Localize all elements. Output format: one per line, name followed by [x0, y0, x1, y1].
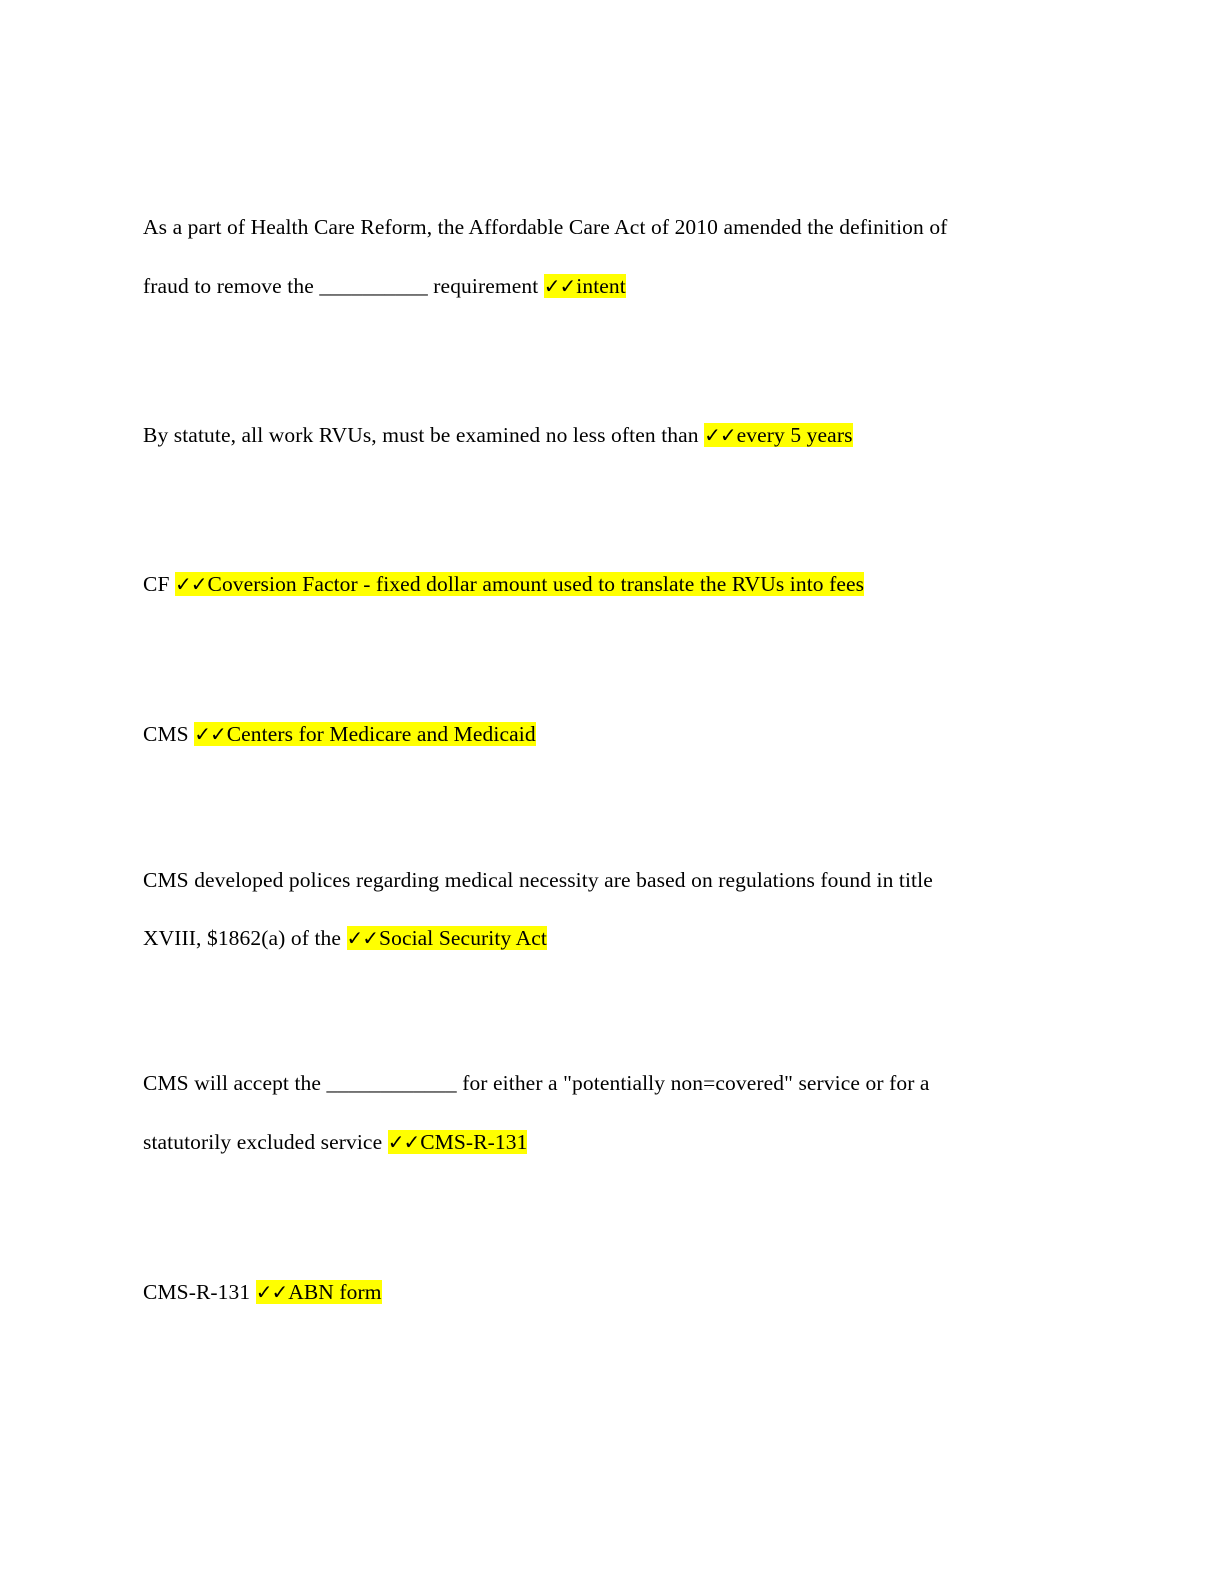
check-mark-icon: ✓✓	[255, 1280, 288, 1304]
card-6-question-line-2	[143, 1126, 527, 1158]
card-7-question-line-1	[143, 1276, 382, 1308]
check-mark-icon: ✓✓	[704, 423, 736, 447]
answer-text: Centers for Medicare and Medicaid	[226, 722, 536, 746]
answer-text: ABN form	[288, 1280, 382, 1304]
answer-highlight	[388, 1130, 528, 1154]
check-mark-icon: ✓✓	[194, 722, 226, 746]
card-3-question-line-1	[143, 568, 864, 600]
check-mark-icon: ✓✓	[387, 1130, 420, 1154]
card-5-question-line-2	[143, 922, 547, 954]
answer-text: Coversion Factor - fixed dollar amount used to translate the RVUs into fees	[207, 572, 865, 596]
card-6-question-line-1	[143, 1067, 930, 1099]
answer-highlight	[704, 423, 852, 447]
question-text: CMS	[143, 722, 189, 746]
card-5-question-line-1	[143, 864, 933, 896]
answer-highlight	[544, 274, 626, 298]
question-text: CMS developed polices regarding medical necessity are based on regulations found in title	[143, 868, 933, 892]
card-1-question-line-1	[143, 211, 947, 243]
question-text: fraud to remove the __________ requirement	[143, 274, 539, 298]
question-text: statutorily excluded service	[143, 1130, 383, 1154]
answer-text: every 5 years	[736, 423, 853, 447]
card-4-question-line-1	[143, 718, 536, 750]
question-text: As a part of Health Care Reform, the Affordable Care Act of 2010 amended the definition of	[143, 215, 948, 239]
answer-text: Social Security Act	[379, 926, 547, 950]
question-text: CMS-R-131	[143, 1280, 251, 1304]
answer-text: intent	[576, 274, 626, 298]
question-text: CF	[143, 572, 170, 596]
answer-text: CMS-R-131	[420, 1130, 528, 1154]
answer-highlight	[347, 926, 547, 950]
check-mark-icon: ✓✓	[346, 926, 379, 950]
card-2-question-line-1	[143, 419, 853, 451]
check-mark-icon: ✓✓	[174, 572, 207, 596]
card-1-question-line-2	[143, 270, 626, 302]
question-text: By statute, all work RVUs, must be examined no less often than	[143, 423, 699, 447]
answer-highlight	[175, 572, 864, 596]
answer-highlight	[194, 722, 535, 746]
answer-highlight	[256, 1280, 382, 1304]
question-text: XVIII, $1862(a) of the	[143, 926, 342, 950]
question-text: CMS will accept the ____________ for either a "potentially non=covered" service or for a	[143, 1071, 930, 1095]
check-mark-icon: ✓✓	[543, 274, 576, 298]
